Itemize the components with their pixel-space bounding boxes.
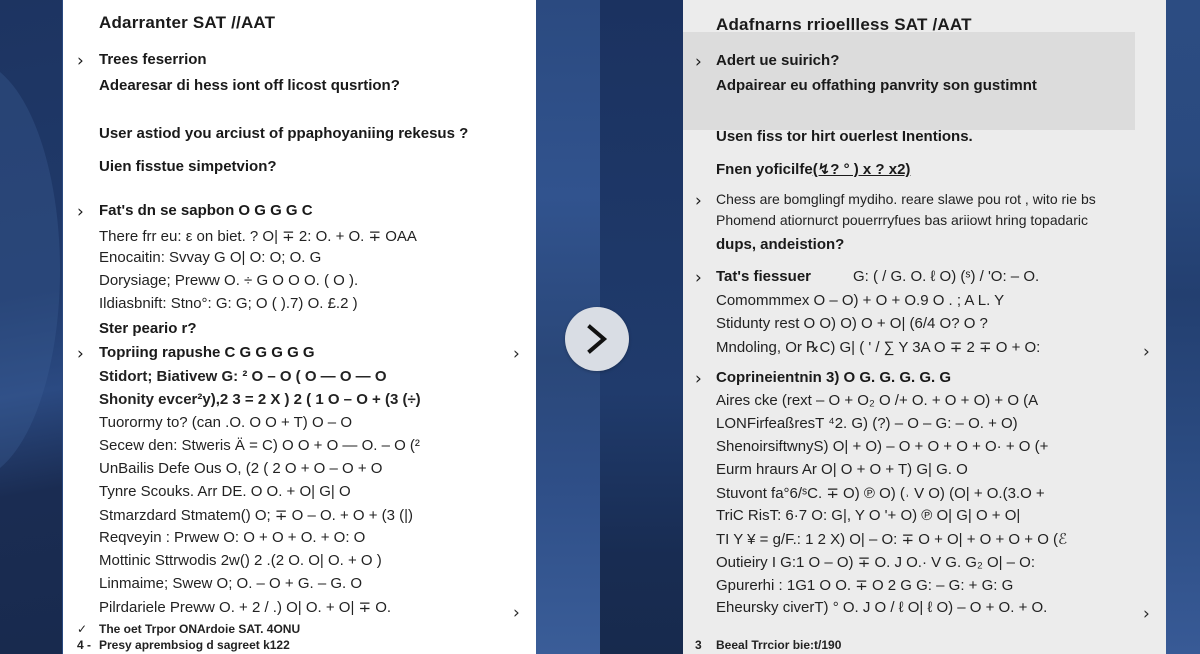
chevron-right-icon[interactable]: › — [695, 268, 702, 288]
chevron-right-icon[interactable]: › — [1143, 604, 1150, 624]
chevron-right-icon[interactable]: › — [695, 52, 702, 72]
table-row: UnBailis Defe Ous O, (2 ( 2 O + O – O + O — [99, 460, 383, 477]
section-header-values: G: ( / G. O. ℓ O) (ˢ) / 'O: – O. — [853, 268, 1040, 285]
background-right — [1166, 0, 1200, 654]
table-row: Stidort; Biativew G: ² O – O ( O — O — O — [99, 368, 387, 385]
chevron-right-icon[interactable]: › — [695, 191, 702, 211]
chevron-right-icon[interactable]: › — [513, 603, 520, 623]
left-question-panel — [62, 0, 536, 654]
left-panel-title: Adarranter SAT //AAT — [99, 13, 276, 32]
intro-item[interactable]: Trees feserrion — [99, 51, 207, 68]
table-row: TriC RisT: 6·7 O: G|, Y O '+ O) ℗ O| G| O + O| — [716, 507, 1021, 524]
paragraph-line: Chess are bomglingf mydiho. reare slawe pou rot , wito rie bs — [716, 191, 1096, 207]
table-row: Gpurerhi : 1G1 O O. ∓ O 2 G G: – G: + G: G — [716, 577, 1014, 594]
footnote-marker: ✓ — [77, 622, 88, 636]
section-header[interactable]: Topriing rapushe C G G G G G — [99, 344, 315, 361]
paragraph-question: dups, andeistion? — [716, 236, 845, 253]
chevron-right-icon[interactable]: › — [77, 344, 84, 364]
paragraph-line: Phomend atiornurct pouerrryfues bas ariiowt hring topadaric — [716, 212, 1088, 228]
chevron-right-icon[interactable]: › — [1143, 342, 1150, 362]
table-row: There frr eu: ε on biet. ? O| ∓ 2: O. + O. ∓ OAA — [99, 228, 417, 245]
table-row: Tynre Scouks. Arr DE. O O. + O| G| O — [99, 483, 351, 500]
table-row: LONFirfeaßresT ⁴2. G) (?) – O – G: – O. + O) — [716, 415, 1018, 432]
footnote: Presy aprembsiog d sagreet k122 — [99, 638, 290, 652]
table-row: Shonity evcer²y),2 3 = 2 X ) 2 ( 1 O – O + (3 (÷) — [99, 391, 421, 408]
section-footer: Ster peario r? — [99, 320, 197, 337]
footnote-marker: 4 - — [77, 638, 92, 652]
table-row: Enocaitin: Svvay G O| O: O; O. G — [99, 249, 322, 266]
table-row: Eheursky civerT) ° O. J O / ℓ O| ℓ O) – O + O. + O. — [716, 599, 1048, 616]
intro-item — [716, 160, 910, 178]
footnote: Beeal Trrcior bie:t/190 — [716, 638, 842, 652]
table-row: Ildiasbnift: Stno°: G: G; O ( ).7) O. £.2 ) — [99, 295, 358, 312]
table-row: Dorysiage; Preww O. ÷ G O O O. ( O ). — [99, 272, 359, 289]
chevron-right-icon[interactable]: › — [513, 344, 520, 364]
table-row: ShenoirsiftwnyS) O| + O) – O + O + O + O· + O (+ — [716, 438, 1049, 455]
table-row: Outieiry I G:1 O – O) ∓ O. J O.· V G. G₂ O| – O: — [716, 554, 1036, 571]
chevron-right-icon[interactable]: › — [77, 202, 84, 222]
table-row: Comommmex O – O) + O + O.9 O . ; A L. Y — [716, 292, 1005, 309]
section-header[interactable]: Tat's fiessuer — [716, 268, 811, 285]
background-arc — [0, 60, 60, 480]
intro-item: Uien fisstue simpetvion? — [99, 158, 277, 175]
intro-item: Adearesar di hess iont off licost qusrtion? — [99, 77, 400, 94]
table-row: Linmaime; Swew O; O. – O + G. – G. O — [99, 575, 362, 592]
intro-item: Usen fiss tor hirt ouerlest Inentions. — [716, 128, 973, 145]
intro-item: User astiod you arciust of ppaphoyaniing rekesus ? — [99, 125, 469, 142]
intro-text: Fnen yoficilfe — [716, 161, 813, 178]
table-row: Secew den: Stweris Ä = C) O O + O — O. – O (² — [99, 437, 420, 454]
highlighted-item-detail: Adpairear eu offathing panvrity son gustimnt — [716, 77, 1037, 94]
right-panel-title: Adafnarns rrioellless SAT /AAT — [716, 15, 972, 34]
table-row: Reqveyin : Prwew O: O + O + O. + O: O — [99, 529, 366, 546]
table-row: Pilrdariele Preww O. + 2 / .) O| O. + O| ∓ O. — [99, 599, 392, 616]
background-left — [0, 0, 62, 654]
table-row: Mndoling, Or ℞C) G| ( ' / ∑ Y 3A O ∓ 2 ∓ O + O: — [716, 339, 1041, 356]
highlighted-item[interactable]: Adert ue suirich? — [716, 52, 840, 69]
table-row: TI Y ¥ = g/F.: 1 2 X) O| – O: ∓ O + O| + O + O + O (ℰ — [716, 531, 1068, 548]
table-row: Stuvont fa°6/ˢC. ∓ O) ℗ O) (˒ V O) (O| + O.(3.O + — [716, 485, 1045, 502]
table-row: Aires cke (rext – O + O₂ O /+ O. + O + O) + O (A — [716, 392, 1039, 409]
section-header[interactable]: Coprineientnin 3) O G. G. G. G. G — [716, 369, 952, 386]
formula-link[interactable]: (↯? ° ) x ? x2) — [812, 161, 911, 178]
table-row: Stidunty rest O O) O) O + O| (6/4 O? O ? — [716, 315, 988, 332]
chevron-right-icon — [585, 323, 609, 355]
chevron-right-icon[interactable]: › — [77, 51, 84, 71]
footnote-marker: 3 — [695, 638, 702, 652]
footnote: The oet Trpor ONArdoie SAT. 4ONU — [99, 622, 301, 636]
right-question-panel — [683, 0, 1166, 654]
chevron-right-icon[interactable]: › — [695, 369, 702, 389]
table-row: Mottinic Sttrwodis 2w() 2 .(2 O. O| O. + O ) — [99, 552, 382, 569]
next-button[interactable] — [565, 307, 629, 371]
table-row: Tuorormy to? (can .O. O O + T) O – O — [99, 414, 352, 431]
table-row: Stmarzdard Stmatem() O; ∓ O – O. + O + (3 (|) — [99, 507, 414, 524]
section-header[interactable]: Fat's dn se sapbon O G G G C — [99, 202, 313, 219]
table-row: Eurm hraurs Ar O| O + O + T) G| G. O — [716, 461, 968, 478]
